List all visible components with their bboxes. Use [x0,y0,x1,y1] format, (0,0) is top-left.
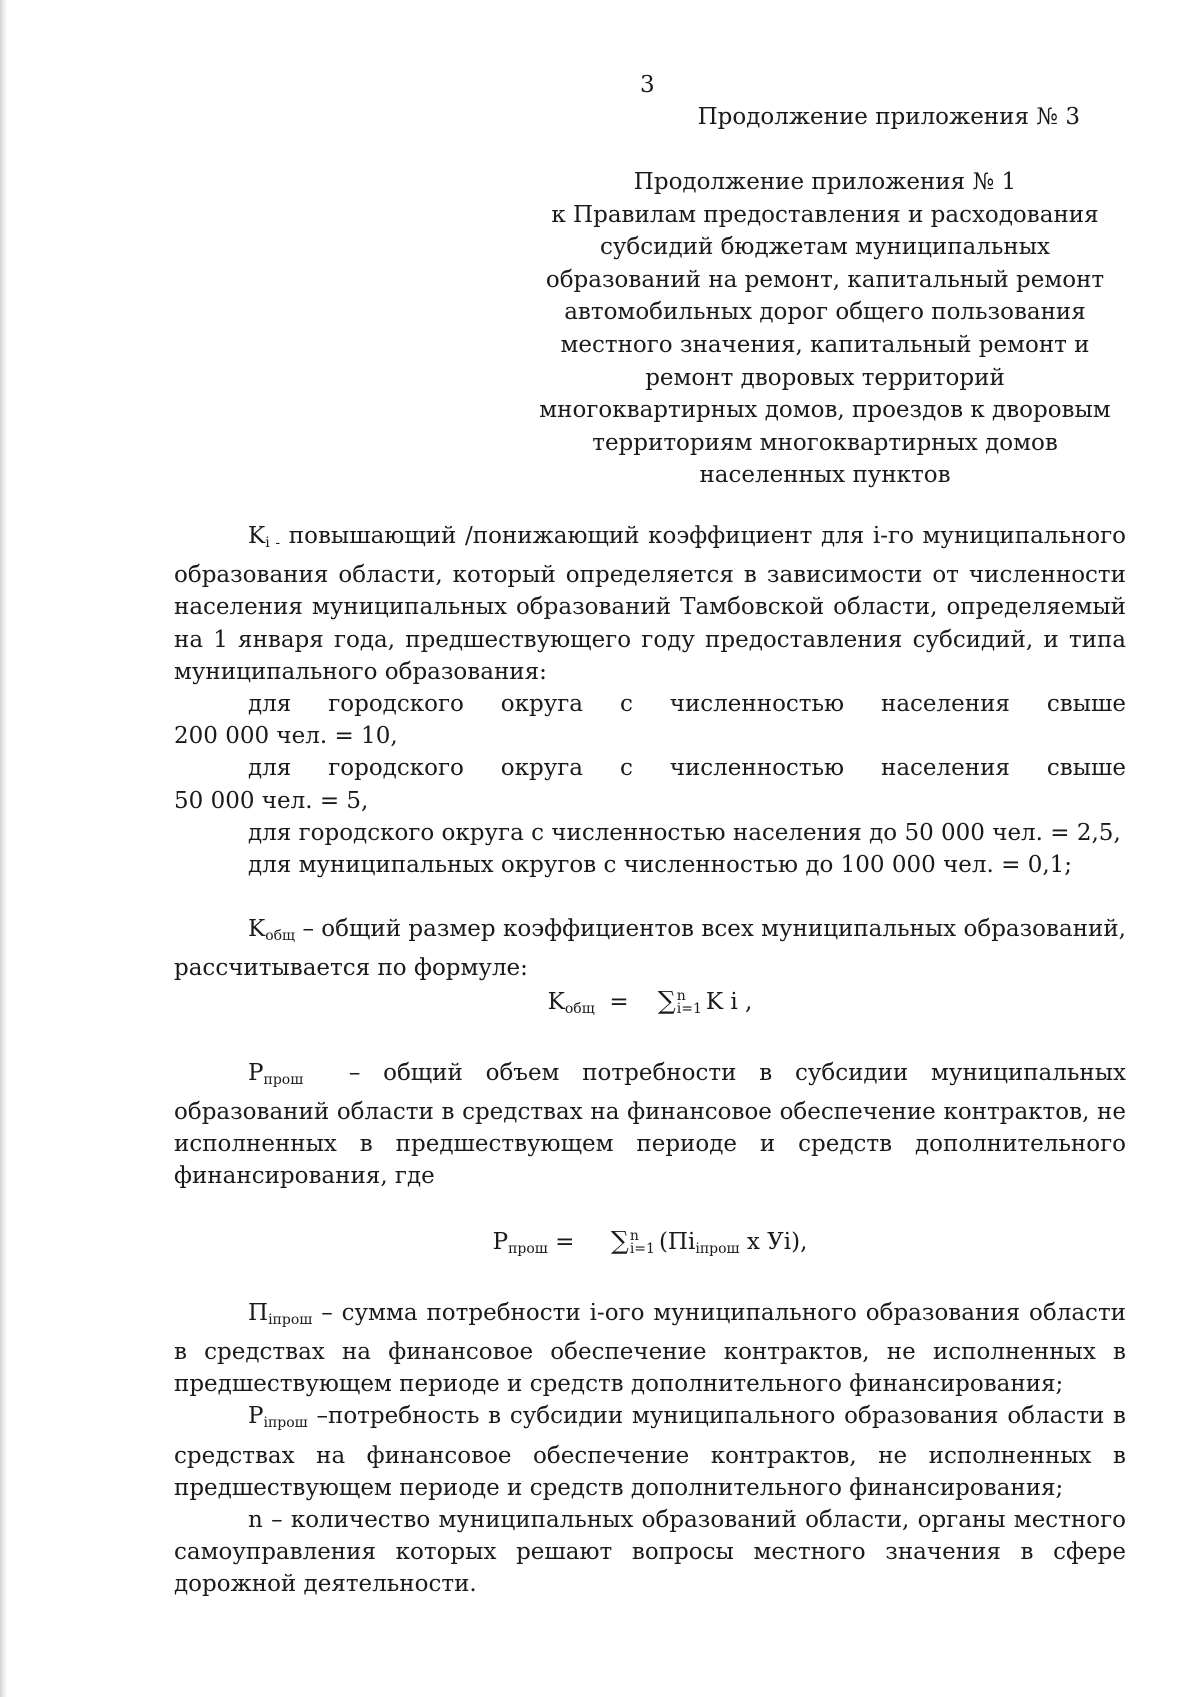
formula-body-subscript: iпрош [695,1240,740,1257]
sum-upper: n [676,987,686,1004]
heading-line: территориям многоквартирных домов [592,429,1058,456]
k-total-text: – общий размер коэффициентов всех муниципальных образований, рассчитывается по формуле: [174,916,1126,982]
p-total-subscript: прош [263,1071,304,1088]
heading-line: местного значения, капитальный ремонт и [560,331,1090,358]
k-total-formula [174,985,1126,1025]
p-total-symbol: P [248,1059,264,1086]
formula-body: K i , [705,988,753,1015]
coefficient-line: для муниципальных округов с численностью до 100 000 чел. = 0,1; [248,852,1073,879]
sum-lower: i=1 [676,1000,702,1017]
formula-body-close: х Уi), [739,1228,808,1255]
p-total-text: – общий объем потребности в субсидии муниципальных образований области в средствах на финансовое обеспечение контрактов, не исполненных в предшествующем периоде и средств дополнительного финансирования, где [174,1059,1126,1190]
definition-paragraph [174,1504,1126,1601]
formula-lhs-subscript: общ [564,1000,595,1017]
definition-text: – сумма потребности i-ого муниципального образования области в средствах на финансовое обеспечение контрактов, не исполненных в предшествующем периоде и средств дополнительного финансирования; [174,1299,1126,1398]
definition-paragraph [174,1400,1126,1504]
heading-line: субсидий бюджетам муниципальных [599,234,1051,261]
spacer [174,1193,1126,1225]
p-total-formula [174,1225,1126,1265]
heading-line: населенных пунктов [699,462,951,489]
appendix-heading [530,166,1120,492]
heading-line: Продолжение приложения № 1 [633,169,1017,195]
coefficient-value: 50 000 чел. = 5, [174,787,369,814]
heading-line: образований на ремонт, капитальный ремонт [545,266,1105,293]
heading-line: к Правилам предоставления и расходования [551,201,1099,228]
spacer [174,1265,1126,1297]
definition-symbol: n [248,1507,263,1534]
ki-text: повышающий /понижающий коэффициент для i-го муниципального образования области, который определяется в зависимости от численности населения муниципальных образований Тамбовской области, определяемый на 1 января года, предшествующего году предоставления субсидий, и типа муниципального образования: [174,523,1126,685]
definition-text: – количество муниципальных образований области, органы местного самоуправления которых решают вопросы местного значения в сфере дорожной деятельности. [174,1507,1126,1598]
k-total-subscript: общ [265,928,296,945]
spacer [174,881,1126,913]
formula-lhs-subscript: прош [508,1240,548,1257]
spacer [174,1025,1126,1057]
formula-equals: = [609,988,629,1015]
heading-line: автомобильных дорог общего пользования [564,299,1086,326]
ki-symbol: K [248,523,266,549]
sum-limits [676,987,702,1017]
formula-equals: = [555,1228,575,1255]
sum-lower: i=1 [629,1240,655,1257]
sum-icon: ∑ [610,1225,629,1255]
definition-symbol: P [248,1403,264,1430]
ki-paragraph [174,520,1126,688]
k-total-paragraph [174,913,1126,984]
sum-icon: ∑ [657,985,676,1015]
formula-body-open: (Пi [658,1228,696,1255]
coefficient-line: для городского округа с численностью населения до 50 000 чел. = 2,5, [248,819,1121,846]
formula-lhs: K [547,988,565,1015]
page-number: 3 [640,72,655,98]
definition-text: –потребность в субсидии муниципального образования области в средствах на финансовое обеспечение контрактов, не исполненных в предшествующем периоде и средств дополнительного финансирования; [174,1403,1126,1501]
sum-limits [629,1227,655,1257]
definition-paragraph [174,1297,1126,1401]
definition-subscript: iпрош [263,1415,308,1432]
document-body [174,520,1126,1601]
coefficient-value: 200 000 чел. = 10, [174,723,398,750]
formula-lhs: P [492,1228,509,1255]
p-total-paragraph [174,1057,1126,1193]
sum-upper: n [629,1227,639,1244]
scan-edge [0,0,7,1697]
heading-line: многоквартирных домов, проездов к дворовым [539,397,1111,424]
definition-subscript: iпрош [268,1311,313,1328]
k-total-symbol: K [248,916,266,943]
coefficient-line: для городского округа с численностью населения свыше [248,691,1126,718]
ki-subscript: i - [265,535,281,551]
appendix-title: Продолжение приложения № 3 [697,104,1080,130]
coefficient-line: для городского округа с численностью населения свыше [248,755,1126,782]
heading-line: ремонт дворовых территорий [645,364,1005,391]
definition-symbol: П [248,1299,269,1326]
